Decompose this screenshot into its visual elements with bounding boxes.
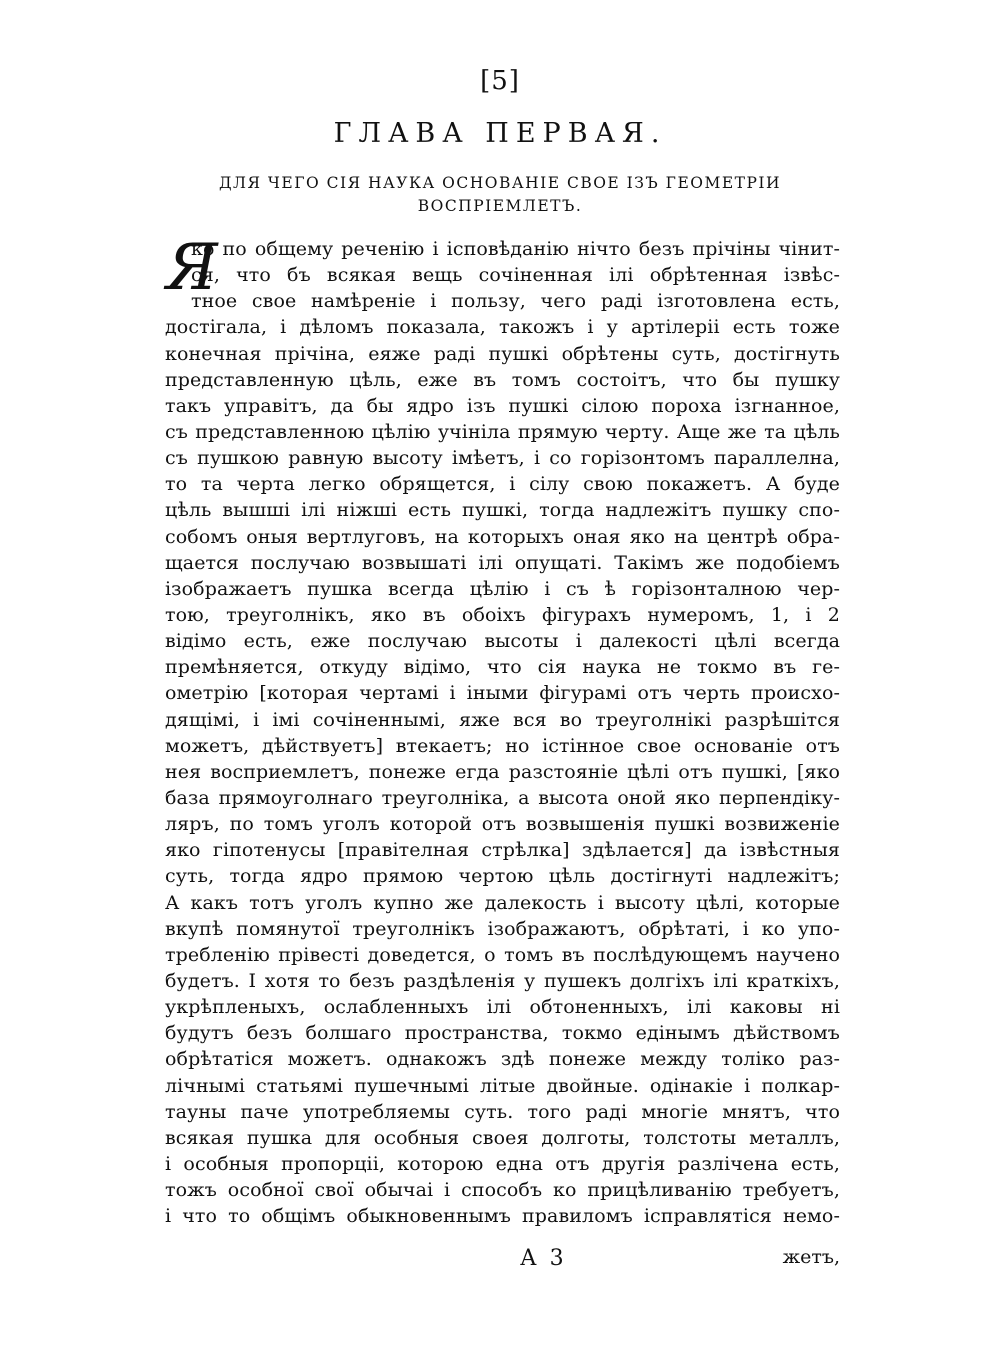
text-line: суть, тогда ядро прямою чертою цѣль достігнуті надлежітъ;: [165, 865, 840, 888]
text-line: всякая пушка для особныя своея долготы, толстоты металлъ,: [165, 1126, 840, 1149]
footer-catchword: жетъ,: [782, 1246, 840, 1268]
subtitle-line: ДЛЯ ЧЕГО СІЯ НАУКА ОСНОВАНІЕ СВОЕ ІЗЪ ГЕОМЕТРІИ: [218, 174, 782, 192]
text-line: требленію прівесті доведется, о томъ въ послѣдующемъ научено: [165, 943, 840, 966]
text-line: цѣль вышші ілі ніжші есть пушкі, тогда надлежітъ пушку спо-: [165, 499, 840, 522]
text-line: вкупѣ помянутої треуголнікъ ізображаютъ, обрѣтаті, і ко упо-: [165, 917, 840, 940]
text-line: база прямоуголнаго треуголніка, а высота оной яко перпендiку-: [165, 786, 840, 809]
text-line: собомъ оныя вертлуговъ, на которыхъ оная яко на центрѣ обра-: [165, 525, 840, 548]
text-line: тное свое намѣреніе і пользу, чего раді ізготовлена есть,: [191, 290, 840, 313]
text-line: дящімі, і імі сочіненнымі, яже вся во треуголнікі разрѣшітся: [165, 708, 840, 731]
text-line: і особныя пропорціі, которою една отъ другія разлічена есть,: [165, 1152, 840, 1175]
text-line: щается послучаю возвышаті ілі опущаті. Такімъ же подобіемъ: [165, 551, 840, 574]
text-line: ляръ, по томъ уголъ которой отъ возвышенія пушкі возвиженіе: [165, 813, 840, 836]
text-line: ся, что бъ всякая вещь сочіненная ілі обрѣтенная ізвѣс-: [191, 264, 840, 287]
text-line: ізображаетъ пушка всегда цѣлію і съ ѣ горізонталною чер-: [165, 577, 840, 600]
text-line: тою, треуголнікъ, яко въ обоіхъ фігурахъ нумеромъ, 1, і 2: [165, 603, 840, 626]
drop-cap: Я: [166, 231, 218, 305]
footer-signature: А 3: [520, 1246, 567, 1271]
text-line: лічнымі статьямі пушечнымі літые двойные. одінакіе і полкар-: [165, 1074, 840, 1097]
text-line: ко по общему реченію і ісповѣданію нічто безъ прічіны чінит-: [191, 238, 840, 260]
text-line: съ представленною цѣлію учініла прямую черту. Аще же та цѣль: [165, 420, 840, 443]
text-line: ометрію [которая чертамі і іными фігурамі отъ черть происхо-: [165, 682, 840, 705]
body-text: [165, 231, 840, 1229]
subtitle: [200, 172, 800, 218]
text-line: представленную цѣль, еже въ томъ состоітъ, что бы пушку: [165, 368, 840, 391]
text-line: достігала, і дѣломъ показала, такожъ і у артілеріі есть тоже: [165, 316, 840, 339]
text-line: нея восприемлетъ, понеже егда разстояніе цѣлі отъ пушкі, [яко: [165, 760, 840, 783]
text-line: то та черта легко обрящется, і сілу свою покажетъ. А буде: [165, 473, 840, 496]
text-line: і что то общімъ обыкновеннымъ правиломъ ісправлятіся немо-: [165, 1205, 840, 1228]
text-line: А какъ тотъ уголъ купно же далекость і высоту цѣлі, которые: [165, 891, 840, 914]
page-number: [5]: [480, 66, 520, 96]
text-line: тожъ особної свої обычаі і способъ ко прицѣливанію требуетъ,: [165, 1179, 840, 1202]
chapter-title: ГЛАВА ПЕРВАЯ.: [333, 118, 667, 149]
text-line: съ пушкою равную высоту імѣетъ, і со горізонтомъ параллелна,: [165, 447, 840, 470]
text-line: відімо есть, еже послучаю высоты і далекості цѣлі всегда: [165, 630, 840, 653]
text-line: премѣняется, откуду відімо, что сія наука не токмо въ ге-: [165, 656, 840, 679]
text-line: обрѣтатіся можетъ. однакожъ здѣ понеже между толіко раз-: [165, 1048, 840, 1071]
text-line: можетъ, дѣйствуетъ] втекаетъ; но істінное свое основаніе отъ: [165, 734, 840, 757]
text-line: такъ управітъ, да бы ядро ізъ пушкі сілою пороха ізгнанное,: [165, 394, 840, 417]
text-line: укрѣпленыхъ, ослабленныхъ ілі обтоненныхъ, ілі каковы ні: [165, 996, 840, 1019]
text-line: будутъ безъ болшаго пространства, токмо едінымъ дѣйствомъ: [165, 1022, 840, 1045]
text-line: яко гіпотенусы [правітелная стрѣлка] здѣлается] да ізвѣстныя: [165, 839, 840, 862]
text-line: конечная прічіна, еяже раді пушкі обрѣтены суть, достігнуть: [165, 342, 840, 365]
subtitle-line: ВОСПРІЕМЛЕТЪ.: [417, 197, 583, 215]
text-line: будетъ. І хотя то безъ раздѣленія у пушекъ долгіхъ ілі краткіхъ,: [165, 969, 840, 992]
text-line: тауны паче употребляемы суть. того раді многіе мнятъ, что: [165, 1100, 840, 1123]
